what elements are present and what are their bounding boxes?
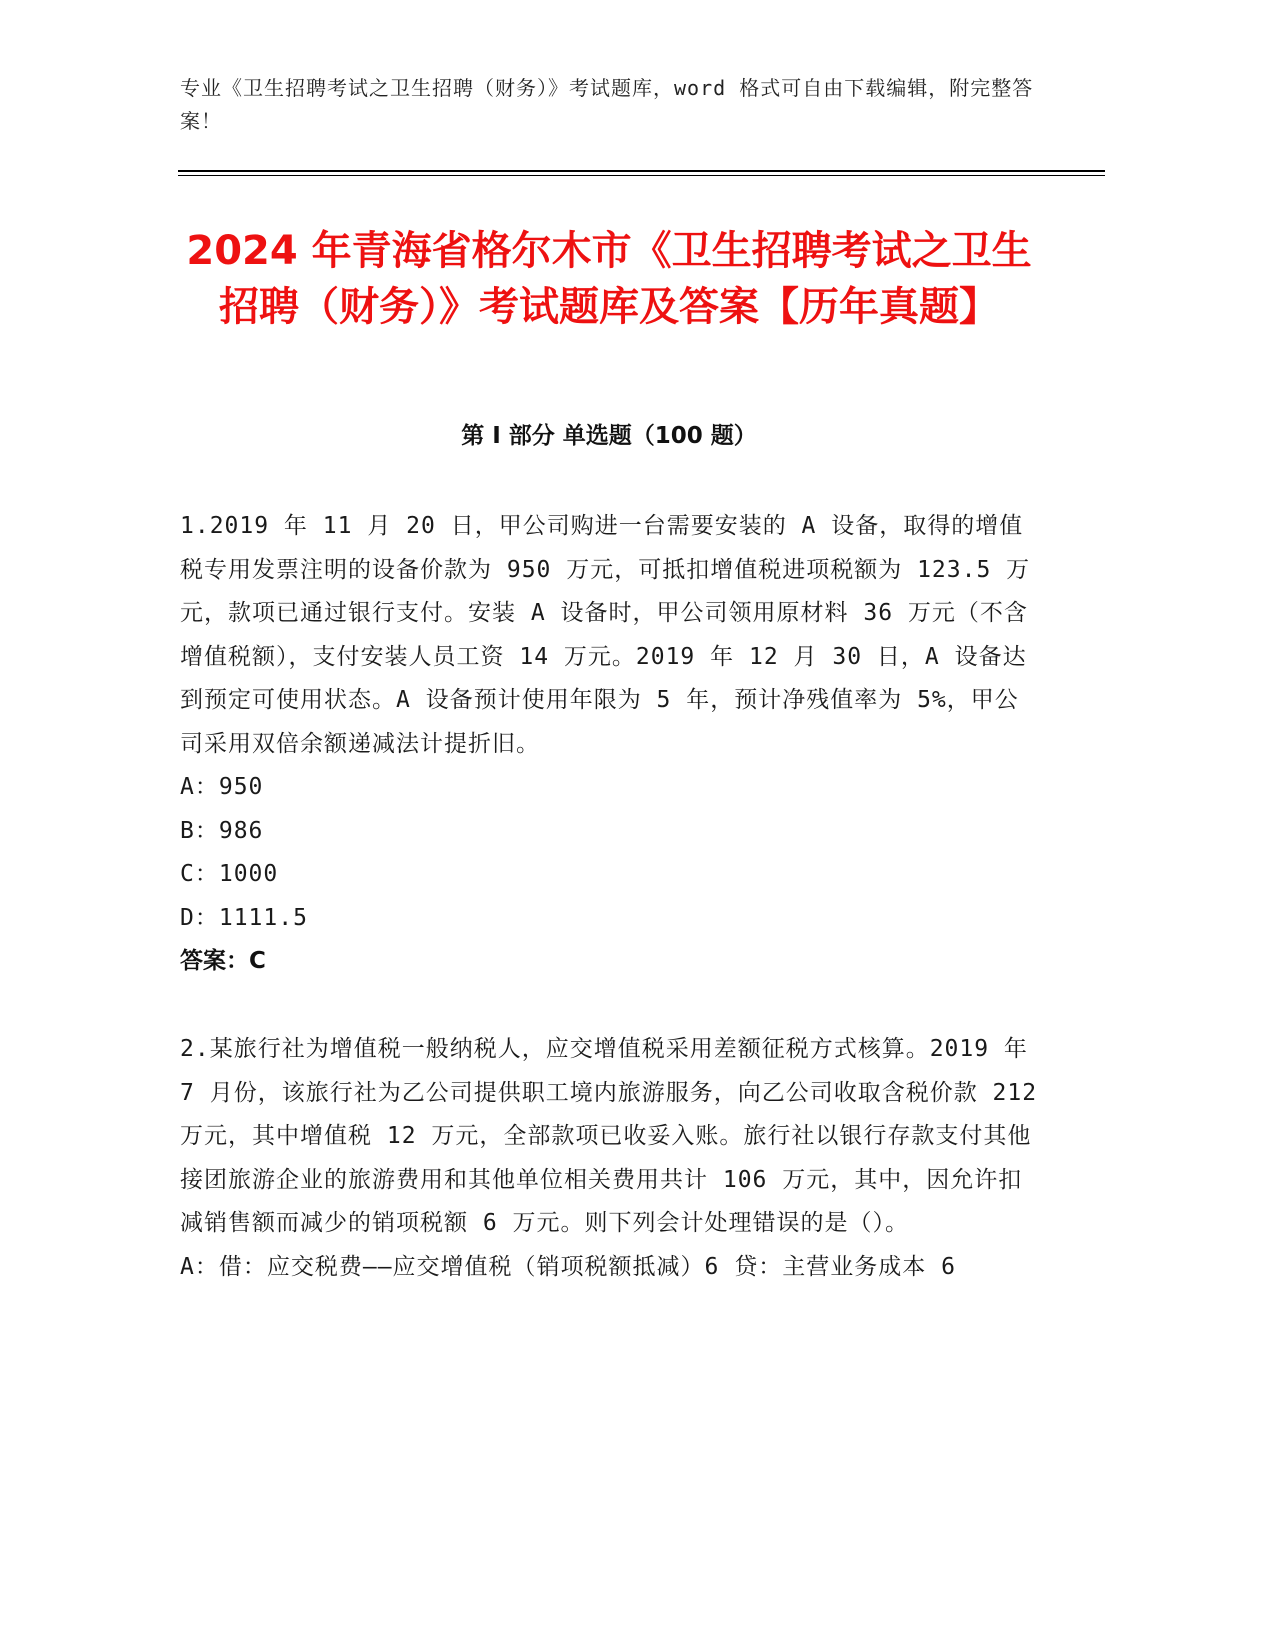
question-1-option-b: B：986 (180, 817, 264, 844)
question-2-stem: 2.某旅行社为增值税一般纳税人，应交增值税采用差额征税方式核算。2019 年 7 月份，该旅行社为乙公司提供职工境内旅游服务，向乙公司收取含税价款 212 万元，其中增值税 12 万元，全部款项已收妥入账。旅行社以银行存款支付其他接团旅游企业的旅游费用和其他单位相关费用共计 106 万元，其中，因允许扣减销售额而减少的销项税额 6 万元。则下列会计处理错误的是（）。 (180, 1036, 1038, 1236)
question-1-stem: 1.2019 年 11 月 20 日，甲公司购进一台需要安装的 A 设备，取得的增值税专用发票注明的设备价款为 950 万元，可抵扣增值税进项税额为 123.5 万元，款项已通过银行支付。安装 A 设备时，甲公司领用原材料 36 万元（不含增值税额），支付安装人员工资 14 万元。2019 年 12 月 30 日，A 设备达到预定可使用状态。A 设备预计使用年限为 5 年，预计净残值率为 5%，甲公司采用双倍余额递减法计提折旧。 (180, 513, 1031, 757)
question-1-option-d: D：1111.5 (180, 904, 308, 931)
question-1-option-a: A：950 (180, 774, 264, 800)
question-2-option-a: A：借：应交税费——应交增值税（销项税额抵减）6 贷：主营业务成本 6 (180, 1253, 956, 1280)
header-divider-thick (178, 170, 1105, 172)
header-divider-thin (178, 175, 1105, 176)
header-note: 专业《卫生招聘考试之卫生招聘（财务）》考试题库，word 格式可自由下载编辑，附完整答案！ (180, 76, 1034, 133)
question-1-answer: 答案：C (180, 948, 266, 974)
question-1 (180, 505, 1040, 984)
document-title: 2024 年青海省格尔木市《卫生招聘考试之卫生招聘（财务）》考试题库及答案【历年真题】 (186, 228, 1032, 330)
section-title: 第 I 部分 单选题（100 题） (461, 423, 757, 449)
question-2 (180, 1028, 1040, 1289)
question-1-option-c: C：1000 (180, 861, 279, 887)
